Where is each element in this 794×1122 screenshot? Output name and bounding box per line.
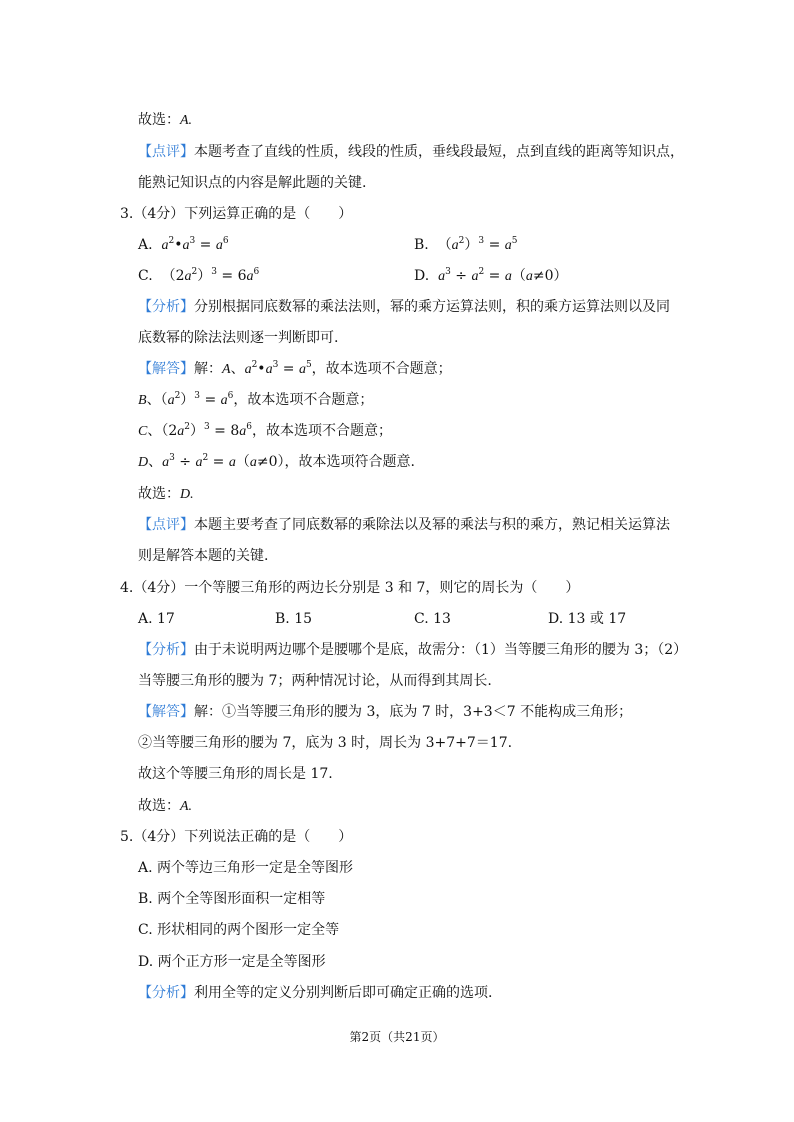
q3-analysis-cont: 底数幂的除法法则逐一判断即可. (138, 330, 339, 346)
page-footer: 第2页（共21页） (349, 1030, 445, 1044)
prev-choice (138, 110, 192, 131)
q4-answer-3: 故这个等腰三角形的周长是 17. (138, 766, 333, 782)
q3-review-cont: 则是解答本题的关键. (138, 548, 269, 564)
q3-option-b: B. $(a^2)^3 = a^5$ (414, 236, 518, 253)
q5-analysis: 【分析】利用全等的定义分别判断后即可确定正确的选项. (138, 985, 493, 1001)
q5-stem: 5.（4分）下列说法正确的是（ ） (120, 829, 353, 845)
q4-option-c: C. 13 (414, 611, 451, 627)
q5-option-d: D. 两个正方形一定是全等图形 (138, 954, 326, 970)
analysis-tag: 【分析】 (138, 985, 194, 1001)
q3-choice: 故选：D. (138, 486, 194, 502)
review-tag: 【点评】 (138, 517, 194, 533)
analysis-tag: 【分析】 (138, 299, 194, 315)
q4-stem: 4.（4分）一个等腰三角形的两边长分别是 3 和 7，则它的周长为（ ） (120, 580, 580, 596)
q5-option-a: A. 两个等边三角形一定是全等图形 (138, 860, 354, 876)
q3-answer-c: C、$(2a^2)^3 = 8a^6$，故本选项不合题意； (138, 422, 393, 439)
q4-answer-2: ②当等腰三角形的腰为 7，底为 3 时，周长为 3+7+7＝17. (138, 735, 513, 751)
prev-choice-label: 故选： (138, 112, 180, 128)
q3-option-d: D. $a^3 \div a^2 = a(a\ne 0)$ (414, 267, 568, 284)
q4-choice: 故选：A. (138, 798, 193, 814)
q3-answer-b: B、$(a^2)^3 = a^6$，故本选项不合题意； (138, 391, 374, 408)
q4-option-d: D. 13 或 17 (548, 611, 627, 627)
q3-answer-a: 【解答】解：A、$a^2•a^3 = a^5$，故本选项不合题意； (138, 360, 452, 377)
q3-stem: 3.（4分）下列运算正确的是（ ） (120, 206, 353, 222)
q3-option-a: A. $a^2•a^3 = a^6$ (138, 236, 229, 253)
q4-analysis: 【分析】由于未说明两边哪个是腰哪个是底，故需分：（1）当等腰三角形的腰为 3；（2） (138, 642, 688, 658)
q3-option-c: C. $(2a^2)^3 = 6a^6$ (138, 267, 260, 284)
analysis-tag: 【分析】 (138, 642, 194, 658)
q4-option-a: A. 17 (138, 611, 175, 627)
q3-review: 【点评】本题主要考查了同底数幂的乘除法以及幂的乘法与积的乘方，熟记相关运算法 (138, 517, 670, 533)
q4-analysis-cont: 当等腰三角形的腰为 7；两种情况讨论，从而得到其周长. (138, 673, 492, 689)
prev-review (138, 142, 684, 162)
answer-tag: 【解答】 (138, 361, 194, 377)
answer-tag: 【解答】 (138, 704, 194, 720)
q4-option-b: B. 15 (275, 611, 313, 627)
q5-option-b: B. 两个全等图形面积一定相等 (138, 891, 326, 907)
q5-option-c: C. 形状相同的两个图形一定全等 (138, 922, 340, 938)
q3-analysis: 【分析】分别根据同底数幂的乘法法则，幂的乘方运算法则，积的乘方运算法则以及同 (138, 299, 670, 315)
q4-answer: 【解答】解：①当等腰三角形的腰为 3，底为 7 时，3+3＜7 不能构成三角形； (138, 704, 633, 720)
review-text: 本题考查了直线的性质，线段的性质，垂线段最短，点到直线的距离等知识点， (194, 144, 684, 160)
review-tag: 【点评】 (138, 144, 194, 160)
prev-review-cont: 能熟记知识点的内容是解此题的关键. (138, 175, 367, 191)
prev-choice-letter: A. (180, 113, 193, 128)
q3-answer-d: D、$a^3 \div a^2 = a(a\ne 0)$，故本选项符合题意. (138, 453, 415, 470)
